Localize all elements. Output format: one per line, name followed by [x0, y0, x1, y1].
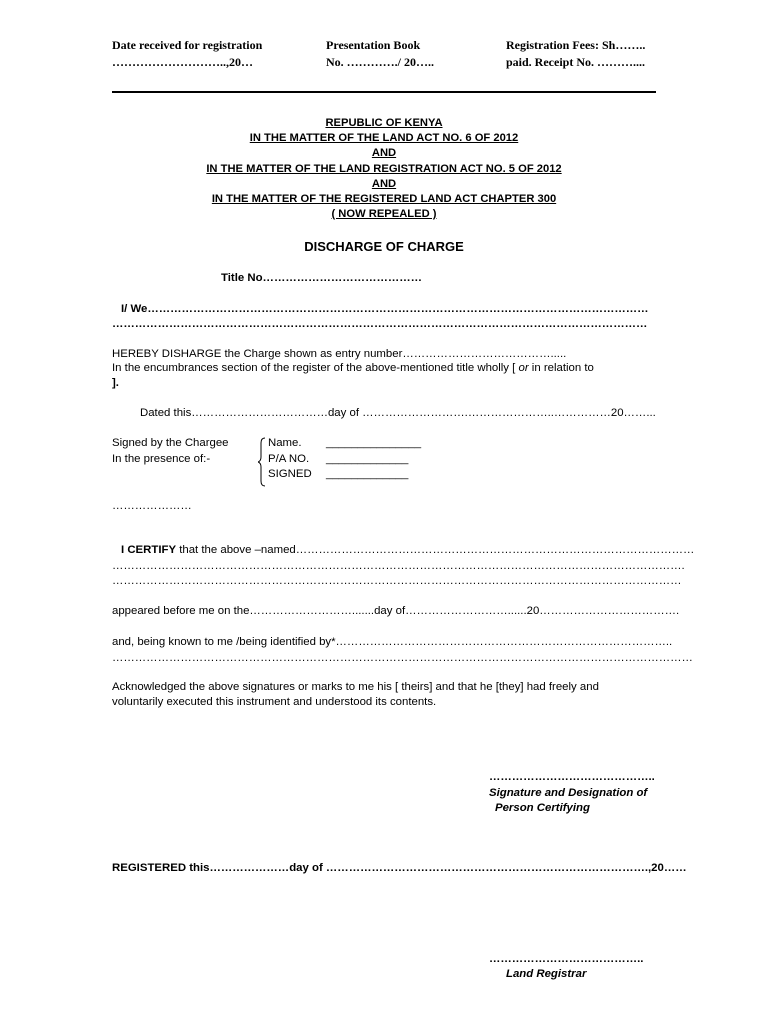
title-registered-land-act: IN THE MATTER OF THE REGISTERED LAND ACT CHAPTER 300 [211, 193, 557, 206]
certify-line [121, 544, 694, 556]
witness-signature-line: ………………… [112, 500, 192, 512]
pa-no-label: P/A NO. [268, 453, 310, 465]
land-registrar-label: Land Registrar [506, 968, 587, 980]
signed-by-chargee: Signed by the Chargee [112, 437, 229, 449]
document-heading: DISCHARGE OF CHARGE [304, 239, 464, 254]
pa-no-blank: _____________ [326, 453, 409, 465]
in-presence-of: In the presence of:- [112, 453, 211, 465]
title-no-field: Title No…………………………………… [221, 272, 423, 284]
dated-line: Dated this………………………………day of ……………………….…………………..……………20……... [140, 407, 656, 419]
discharge-entry-line: HEREBY DISHARGE the Charge shown as entry number…………………………………..... [112, 348, 567, 360]
certifier-label-2: Person Certifying [495, 802, 590, 814]
receipt-line: paid. Receipt No. ……….... [506, 55, 645, 69]
registered-line: REGISTERED this…………………day of ………………………………………………………………………….,20…… [112, 862, 687, 874]
acknowledged-line-1: Acknowledged the above signatures or marks to me his [ theirs] and that he [they] had freely and [112, 681, 599, 693]
title-land-registration-act: IN THE MATTER OF THE LAND REGISTRATION ACT NO. 5 OF 2012 [206, 162, 562, 175]
certify-label: I CERTIFY [121, 544, 177, 556]
acknowledged-line-2: voluntarily executed this instrument and understood its contents. [112, 696, 437, 708]
registrar-signature-line: ………………………………….. [489, 953, 644, 965]
identified-dots: ……………………………………………………………………………………………………………………………………… [112, 652, 693, 664]
encumbrances-line [112, 362, 594, 374]
certify-dots-1: ……………………………………………………………………………………………………………………………………. [112, 560, 685, 572]
identified-line: and, being known to me /being identified by*…………………………………………………………………………….. [112, 636, 673, 648]
title-republic: REPUBLIC OF KENYA [325, 117, 443, 129]
header-divider [112, 91, 656, 93]
signed-blank: _____________ [326, 468, 409, 480]
title-and-1: AND [371, 147, 397, 160]
title-and-2: AND [371, 177, 397, 190]
certifier-signature-line: …………………………………….. [489, 771, 655, 783]
encumbrances-text: In the encumbrances section of the register of the above-mentioned title wholly [ [112, 362, 516, 374]
encumbrances-or: or [515, 362, 529, 374]
name-label: Name. [268, 437, 302, 449]
certifier-label-1: Signature and Designation of [489, 787, 648, 799]
signed-label: SIGNED [268, 468, 312, 480]
certify-dots-2: …………………………………………………………………………………………………………………………………… [112, 575, 682, 587]
registration-fees-label: Registration Fees: Sh…….. [506, 38, 646, 52]
presentation-book-line: No. …………./ 20….. [326, 55, 434, 69]
title-repealed: ( NOW REPEALED ) [331, 208, 437, 221]
i-we-dots-2: …………………………………………………………………………………………………………………………… [112, 318, 648, 330]
brace-icon [258, 437, 266, 487]
name-blank: _______________ [326, 437, 422, 449]
title-block [112, 116, 656, 222]
i-we-line [121, 303, 649, 315]
appeared-line: appeared before me on the……………………….......day of………………………......20………………………………. [112, 605, 680, 617]
encumbrances-close: ]. [112, 377, 119, 389]
i-we-label: I/ We [121, 303, 148, 315]
certify-text: that the above –named…………………………………………………………………………………………… [176, 544, 695, 556]
date-received-line: ………………………..,20… [112, 55, 253, 69]
title-land-act: IN THE MATTER OF THE LAND ACT NO. 6 OF 2012 [249, 132, 519, 145]
date-received-label: Date received for registration [112, 38, 263, 52]
encumbrances-relation: in relation to [528, 362, 594, 374]
presentation-book-label: Presentation Book [326, 38, 421, 52]
i-we-dots: …………………………………………………………………………………………………………………… [147, 303, 649, 315]
